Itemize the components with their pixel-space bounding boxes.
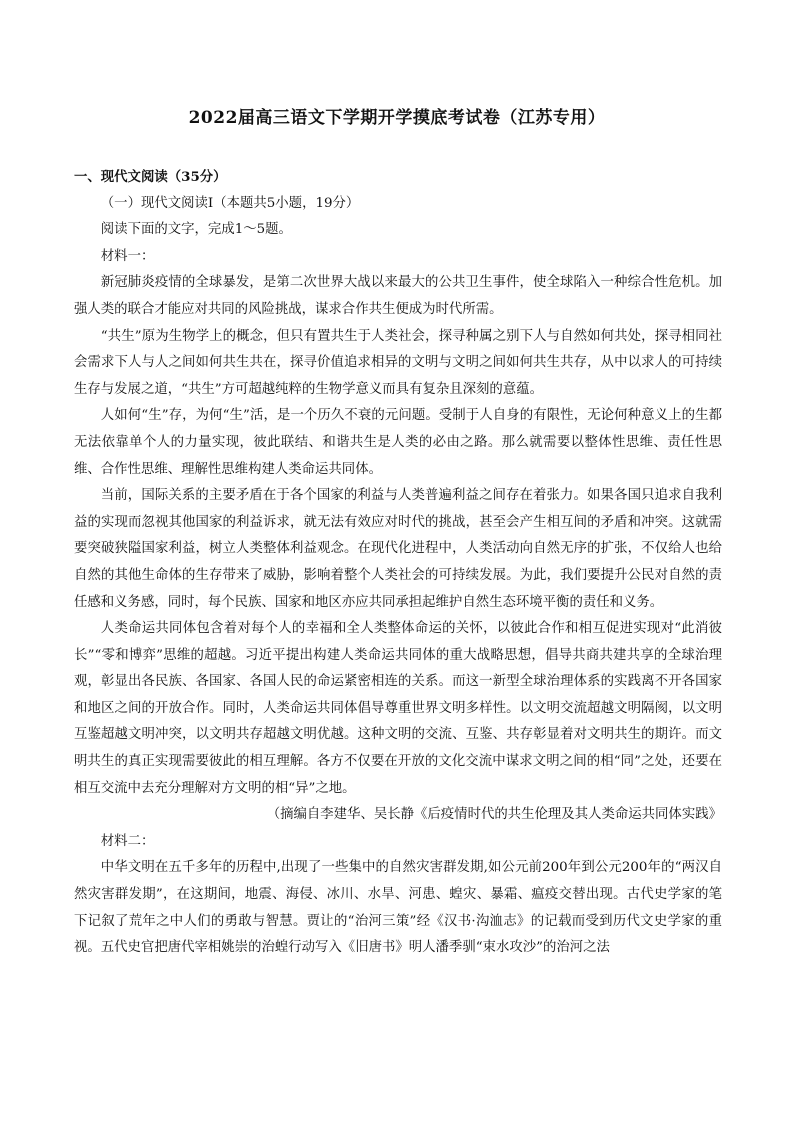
paragraph: 中华文明在五千多年的历程中,出现了一些集中的自然灾害群发期,如公元前200年到公元200年的“两汉自然灾害群发期”，在这期间，地震、海侵、冰川、水旱、河患、蝗灾、暴霜、瘟疫交替出现。古代史学家的笔下记叙了荒年之中人们的勇敢与智慧。贾让的“治河三策”经《汉书·沟洫志》的记载而受到历代文史学家的重视。五代史官把唐代宰相姚崇的治蝗行动写入《旧唐书》明人潘季驯“束水攻沙”的治河之法 [74,860,722,956]
subsection-heading: （一）现代文阅读Ⅰ（本题共5小题，19分） [100,195,360,211]
paragraph: 当前，国际关系的主要矛盾在于各个国家的利益与人类普遍利益之间存在着张力。如果各国只追求自我利益的实现而忽视其他国家的利益诉求，就无法有效应对时代的挑战，甚至会产生相互间的矛盾和冲突。这就需要突破狭隘国家利益，树立人类整体利益观念。在现代化进程中，人类活动向自然无序的扩张，不仅给人也给自然的其他生命体的生存带来了威胁，影响着整个人类社会的可持续发展。为此，我们要提升公民对自然的责任感和义务感，同时，每个民族、国家和地区亦应共同承担起维护自然生态环境平衡的责任和义务。 [74,488,722,610]
page-title: 2022届高三语文下学期开学摸底考试卷（江苏专用） [188,108,606,128]
paragraph: 人类命运共同体包含着对每个人的幸福和全人类整体命运的关怀，以彼此合作和相互促进实现对“此消彼长”“零和博弈”思维的超越。习近平提出构建人类命运共同体的重大战略思想，倡导共商共建共享的全球治理观，彰显出各民族、各国家、各国人民的命运紧密相连的关系。而这一新型全球治理体系的实践离不开各国家和地区之间的开放合作。同时，人类命运共同体倡导尊重世界文明多样性。以文明交流超越文明隔阂，以文明互鉴超越文明冲突，以文明共存超越文明优越。这种文明的交流、互鉴、共存彰显着对文明共生的期许。而文明共生的真正实现需要彼此的相互理解。各方不仅要在开放的文化交流中谋求文明之间的相“同”之处，还要在相互交流中去充分理解对方文明的相“异”之地。 [74,621,722,796]
paragraph: 人如何“生”存，为何“生”活，是一个历久不衰的元问题。受制于人自身的有限性，无论何种意义上的生都无法依靠单个人的力量实现，彼此联结、和谐共生是人类的必由之路。那么就需要以整体性思维、责任性思维、合作性思维、理解性思维构建人类命运共同体。 [74,408,722,477]
material1-label: 材料一： [100,248,155,264]
paragraph: 新冠肺炎疫情的全球暴发，是第二次世界大战以来最大的公共卫生事件，使全球陷入一种综合性危机。加强人类的联合才能应对共同的风险挑战，谋求合作共生便成为时代所需。 [74,275,722,317]
document-body [74,164,722,962]
material2-label: 材料二： [100,833,155,849]
instruction-text: 阅读下面的文字，完成1～5题。 [100,222,292,238]
section-heading: 一、现代文阅读（35分） [74,169,227,185]
paragraph: “共生”原为生物学上的概念，但只有置共生于人类社会，探寻种属之别下人与自然如何共处，探寻相同社会需求下人与人之间如何共生共在，探寻价值追求相异的文明与文明之间如何共生共存，从中以求人的可持续生存与发展之道，“共生”方可超越纯粹的生物学意义而具有复杂且深刻的意蕴。 [74,328,722,397]
material1-source: （摘编自李建华、吴长静《后疫情时代的共生伦理及其人类命运共同体实践》 [266,807,722,823]
